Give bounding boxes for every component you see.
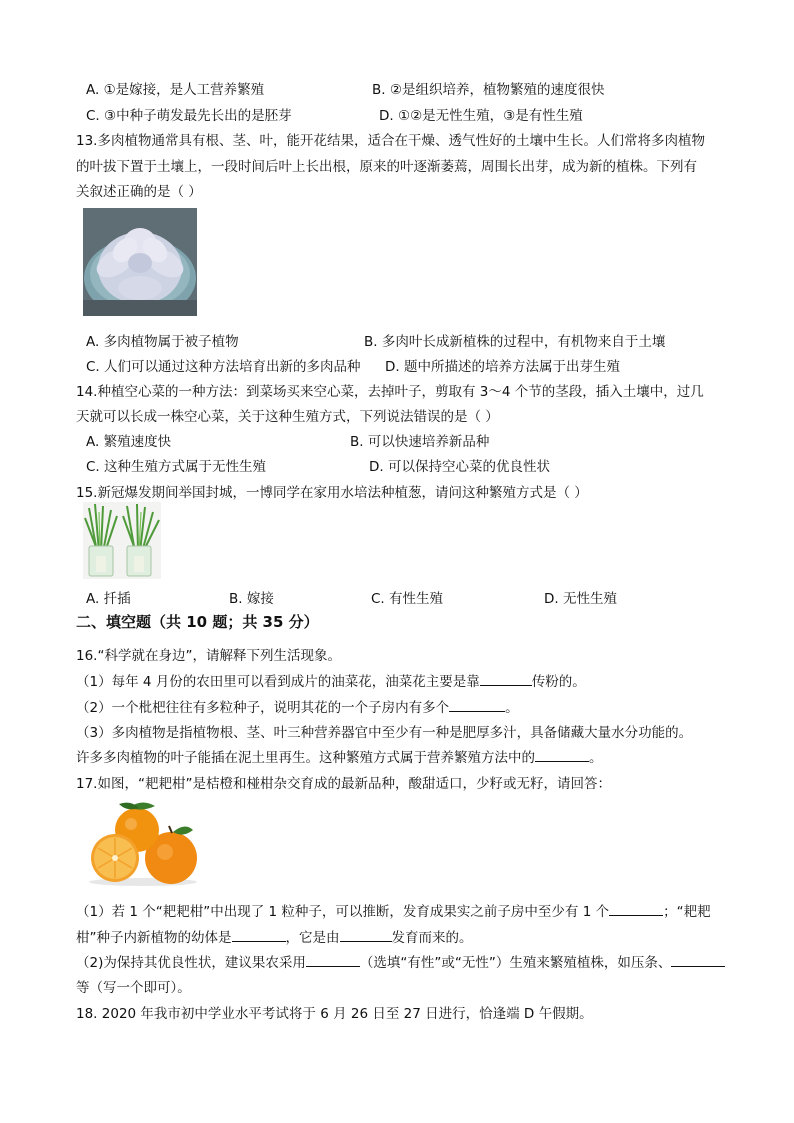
q17-part1-suffix: ；“耙耙 <box>663 904 711 920</box>
q14-stem-line1: 14.种植空心菜的一种方法：到菜场买来空心菜，去掉叶子，剪取有 3～4 个节的茎段，插入土壤中，过几 <box>76 384 704 400</box>
q15-option-d: D. 无性生殖 <box>544 591 617 607</box>
q17-part2-line2: 等（写一个即可）。 <box>76 980 191 996</box>
q16-part3-text: 许多多肉植物的叶子能插在泥土里再生。这种繁殖方式属于营养繁殖方法中的 <box>76 750 535 766</box>
q16-part3-line1: （3）多肉植物是指植物根、茎、叶三种营养器官中至少有一种是肥厚多汁，具备储藏大量水分功能的。 <box>76 725 693 741</box>
q17-stem: 17.如图，“耙耙柑”是桔橙和椪柑杂交育成的最新品种，酸甜适口，少籽或无籽，请回答： <box>76 776 611 792</box>
q16-stem: 16.“科学就在身边”，请解释下列生活现象。 <box>76 648 341 664</box>
q17-part2-line1 <box>76 951 725 971</box>
q16-part1-blank[interactable] <box>480 671 532 686</box>
section-heading-fill-in: 二、填空题（共 10 题；共 35 分） <box>76 613 319 631</box>
succulent-photo <box>83 208 197 316</box>
q17-part1-text4: 发育而来的。 <box>391 930 473 946</box>
q13-stem-line1: 13.多肉植物通常具有根、茎、叶，能开花结果，适合在干燥、透气性好的土壤中生长。人们常将多肉植物 <box>76 133 705 149</box>
q16-part2 <box>76 696 519 716</box>
q13-option-a: A. 多肉植物属于被子植物 <box>86 334 239 350</box>
orange-photo <box>85 796 199 886</box>
q14-option-b: B. 可以快速培养新品种 <box>350 434 490 450</box>
q16-part2-text: （2）一个枇杷往往有多粒种子，说明其花的一个子房内有多个 <box>76 700 450 716</box>
q15-option-c: C. 有性生殖 <box>371 591 444 607</box>
q15-option-a: A. 扦插 <box>86 591 131 607</box>
q17-part2-text: （2)为保持其优良性状，建议果农采用 <box>76 955 306 971</box>
q18-stem: 18. 2020 年我市初中学业水平考试将于 6 月 26 日至 27 日进行，恰逢端 D 午假期。 <box>76 1006 593 1022</box>
q12-option-d: D. ①②是无性生殖，③是有性生殖 <box>379 108 583 124</box>
q17-part1-text3: ，它是由 <box>285 930 340 946</box>
q13-option-b: B. 多肉叶长成新植株的过程中，有机物来自于土壤 <box>364 334 666 350</box>
q13-option-d: D. 题中所描述的培养方法属于出芽生殖 <box>385 359 620 375</box>
q14-option-d: D. 可以保持空心菜的优良性状 <box>369 459 550 475</box>
q12-option-b: B. ②是组织培养，植物繁殖的速度很快 <box>372 82 605 98</box>
q16-part3-suffix: 。 <box>589 750 603 766</box>
green-onion-photo <box>83 502 161 579</box>
q17-part1-line2 <box>76 926 473 946</box>
q17-part1-blank1[interactable] <box>609 901 663 916</box>
q15-option-b: B. 嫁接 <box>229 591 274 607</box>
q16-part1-suffix: 传粉的。 <box>531 674 586 690</box>
q17-part1-blank2[interactable] <box>232 927 286 942</box>
q13-stem-line2: 的叶拔下置于土壤上，一段时间后叶上长出根，原来的叶逐渐萎蔫，周围长出芽，成为新的植株。下列有 <box>76 159 697 175</box>
q13-stem-line3: 关叙述正确的是（ ） <box>76 184 202 200</box>
q13-option-c: C. 人们可以通过这种方法培育出新的多肉品种 <box>86 359 361 375</box>
q15-stem-line1: 15.新冠爆发期间举国封城，一博同学在家用水培法种植葱，请问这种繁殖方式是（ ） <box>76 485 588 501</box>
q14-option-a: A. 繁殖速度快 <box>86 434 172 450</box>
q17-part1-text: （1）若 1 个“耙耙柑”中出现了 1 粒种子，可以推断，发育成果实之前子房中至少有 1 个 <box>76 904 610 920</box>
q17-part2-blank1[interactable] <box>306 952 360 967</box>
q14-stem-line2: 天就可以长成一株空心菜，关于这种生殖方式，下列说法错误的是（ ） <box>76 409 499 425</box>
q17-part1-blank3[interactable] <box>340 927 392 942</box>
q16-part3-line2 <box>76 746 603 766</box>
q12-option-a: A. ①是嫁接，是人工营养繁殖 <box>86 82 265 98</box>
q16-part1 <box>76 670 586 690</box>
q14-option-c: C. 这种生殖方式属于无性生殖 <box>86 459 267 475</box>
q16-part2-suffix: 。 <box>505 700 519 716</box>
q12-option-c: C. ③中种子萌发最先长出的是胚芽 <box>86 108 292 124</box>
q17-part1-text2: 柑”种子内新植物的幼体是 <box>76 930 232 946</box>
q16-part3-blank[interactable] <box>535 747 589 762</box>
q17-part1-line1 <box>76 900 711 920</box>
q16-part2-blank[interactable] <box>449 697 505 712</box>
q17-part2-blank2[interactable] <box>671 952 725 967</box>
q16-part1-text: （1）每年 4 月份的农田里可以看到成片的油菜花，油菜花主要是靠 <box>76 674 480 690</box>
q17-part2-text2: （选填“有性”或“无性”）生殖来繁殖植株，如压条、 <box>359 955 672 971</box>
